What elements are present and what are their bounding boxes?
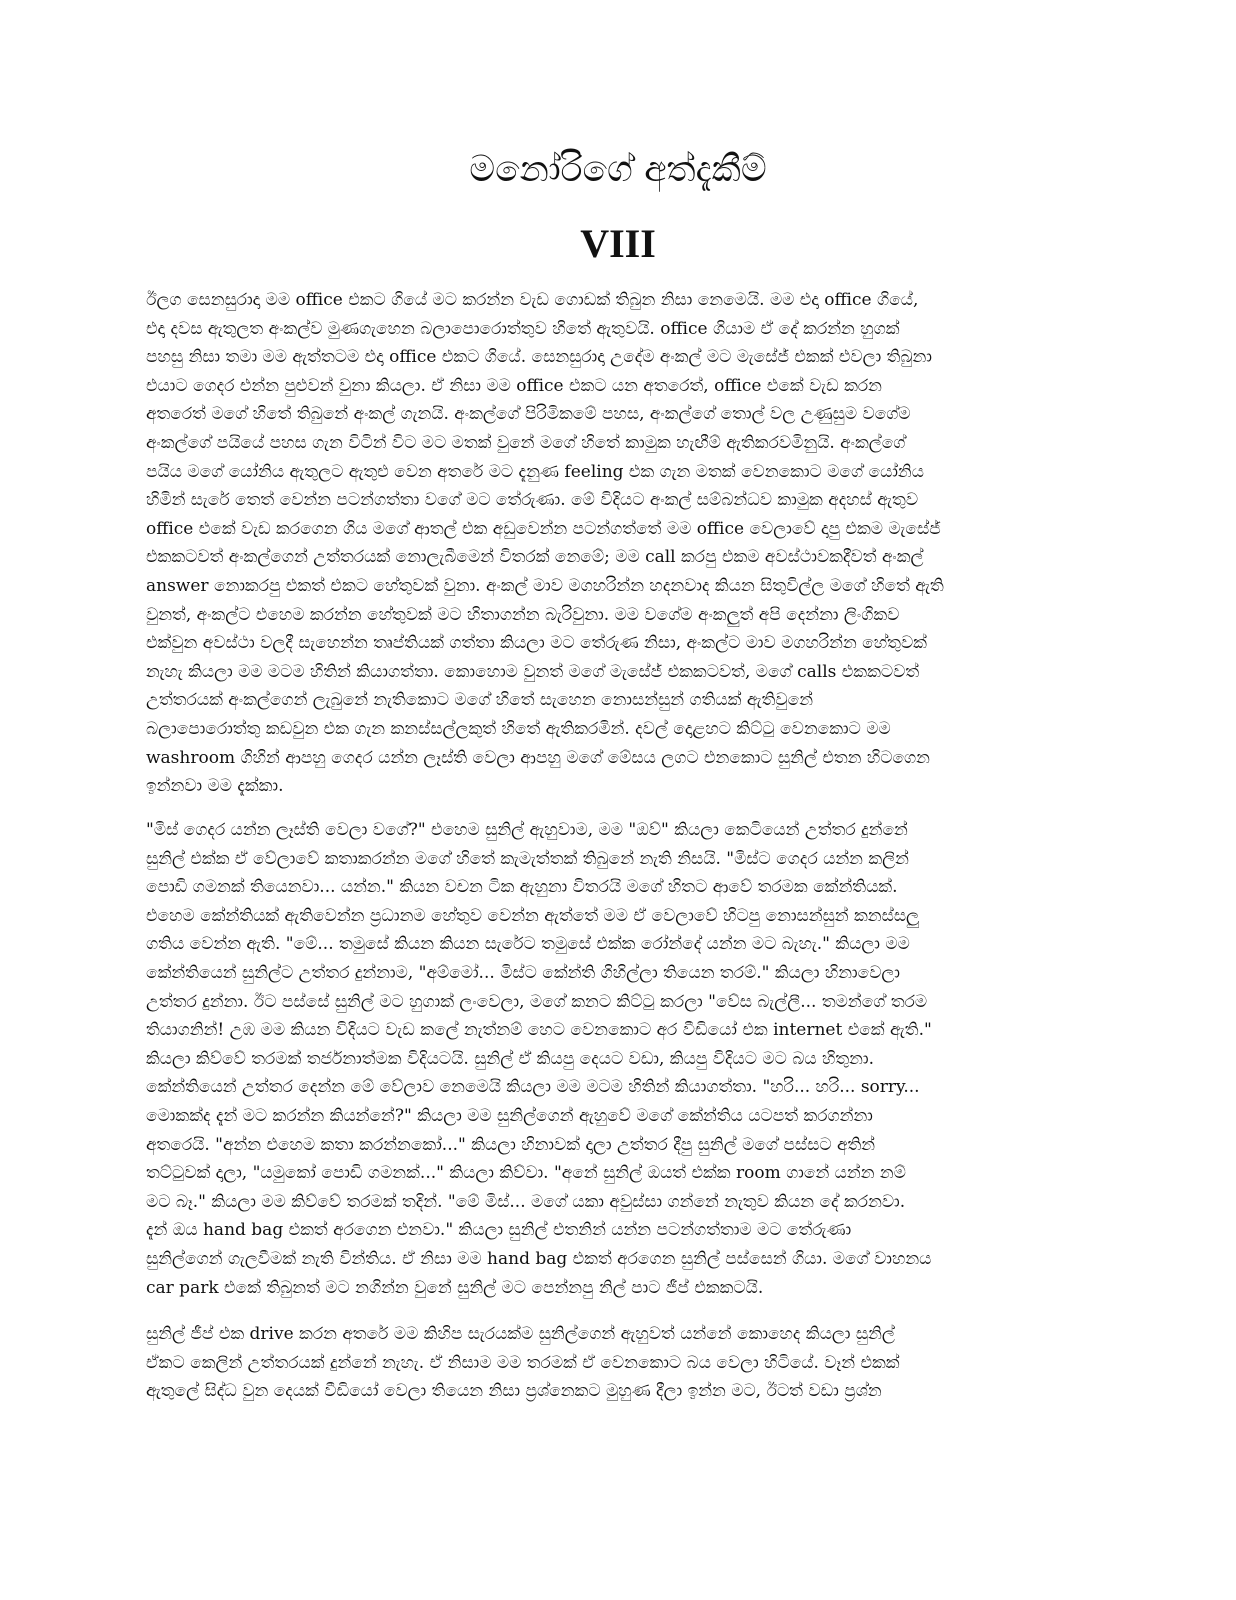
text-line: කියලා කිව්වේ තරමක් තර්ජනාත්මක විදියටයි. සුනිල් ඒ කියපු දෙයට වඩා, කියපු විදියට මට බය හිතුනා.	[146, 1048, 874, 1069]
text-line: හිමින් සැරේ තෙත් වෙන්න පටන්ගත්තා වගේ මට තේරුණා. මේ විදියට අංකල් සම්බන්ධව කාමුක අදහස් ඇතුව	[146, 490, 919, 511]
text-line: එකකටවත් අංකල්ගෙන් උත්තරයක් නොලැබීමෙන් විතරක් නෙමේ; මම call කරපු එකම අවස්ථාවකදීවත් අංකල්	[146, 547, 924, 568]
text-line: උත්තරයක් අංකල්ගෙන් ලැබුනේ නැතිකොට මගේ හිතේ සැහෙන නොසන්සුන් ගතියක් ඇතිවුනේ	[146, 690, 814, 711]
text-line: answer නොකරපු එකත් එකට හේතුවක් වුනා. අංකල් මාව මගහරින්න හදනවාද කියන සිතුවිල්ල මගේ හිතේ ඇති	[146, 575, 944, 596]
text-line: car park එකේ තිබුනත් මට නගින්න වුනේ සුනිල් මට පෙන්නපු නිල් පාට ජීප් එකකටයි.	[146, 1277, 764, 1298]
text-line: ඉන්නවා මම දැක්කා.	[146, 776, 284, 797]
text-line: අතරෙයි. "අන්න එහෙම කතා කරන්නකෝ..." කියලා හිනාවක් දාලා උත්තර දීපු සුනිල් මගේ පස්සට අතින්	[146, 1134, 876, 1155]
text-line: එයාට ගෙදර එන්න පුළුවන් වුනා කියලා. ඒ නිසා මම office එකට යන අතරෙත්, office එකේ වැඩ කරන	[146, 375, 882, 396]
text-line: තට්ටුවක් දාලා, "යමුකෝ පොඩි ගමනක්..." කියලා කිව්වා. "අනේ සුනිල් ඔයත් එක්ක room ගානේ යන්න නම්	[146, 1163, 906, 1184]
paragraph-3	[146, 1320, 1090, 1406]
text-line: ඊලග සෙනසුරාදා මම office එකට ගියේ මට කරන්න වැඩ ගොඩක් තිබුන නිසා නෙමෙයි. මම එදා office ගියේ,	[146, 290, 919, 310]
text-line: ඒකට කෙලින් උත්තරයක් දුන්නේ නැහැ. ඒ නිසාම මම තරමක් ඒ වෙනකොට බය වෙලා හිටියේ. වෑන් එකක්	[146, 1352, 900, 1373]
text-line: පයිය මගේ යෝනිය ඇතුලට ඇතුළු වෙන අතරේ මට දැනුණ feeling එක ගැන මතක් වෙනකොට මගේ යෝනිය	[146, 461, 924, 482]
chapter-number: VIII	[580, 221, 656, 266]
text-line: washroom ගිහින් ආපහු ගෙදර යන්න ලෑස්ති වෙලා ආපහු මගේ මේසය ලගට එනකොට සුනිල් එතන හිටගෙන	[146, 747, 930, 768]
text-line: සුනිල් ජීප් එක drive කරන අතරේ මම කිහිප සැරයක්ම සුනිල්ගෙන් ඇහුවත් යන්නේ කොහෙද කියලා සුනිල්	[146, 1324, 895, 1344]
text-line: වුනත්, අංකල්ට එහෙම කරන්න හේතුවක් මට හිතාගන්න බැරිවුනා. මම වගේම අංකලුත් අපි දෙන්නා ලිංගිකව	[146, 604, 900, 625]
text-line: බලාපොරොත්තු කඩවුන එක ගැන කනස්සල්ලකුත් හිතේ ඇතිකරමින්. දවල් දොළහට කිට්ටු වෙනකොට මම	[146, 718, 891, 739]
text-line: සුනිල්ගෙන් ගැලවීමක් නැති වින්තිය. ඒ නිසා මම hand bag එකත් අරගෙන සුනිල් පස්සෙන් ගියා. මගේ වාහනය	[146, 1248, 932, 1269]
text-line: එහෙම කේන්තියක් ඇතිවෙන්න ප්‍රධානම හේතුව වෙන්න ඇත්තේ මම ඒ වෙලාවේ හිටපු නොසන්සුන් කනස්සලු	[146, 905, 920, 926]
document-title: මනෝරිගේ අත්දැකීම්	[469, 149, 767, 190]
text-line: අතරෙත් මගේ හිතේ තිබුනේ අංකල් ගැනයි. අංකල්ගේ පිරිමිකමේ පහස, අංකල්ගේ තොල් වල උණුසුම වගේම	[146, 404, 911, 425]
text-line: උත්තර දුන්නා. ඊට පස්සේ සුනිල් මට හුගාක් ලංවෙලා, මගේ කනට කිට්ටු කරලා "වේස බැල්ලී... තමන්ගේ තරම	[146, 991, 928, 1012]
text-line: කේන්තියෙන් සුනිල්ට උත්තර දුන්නාම, "අම්මෝ... මිස්ට කේන්ති ගිහිල්ලා තියෙන තරම්." කියලා හිනාවෙලා	[146, 962, 900, 983]
paragraph-1	[146, 286, 1090, 801]
text-line: පහසු නිසා තමා මම ඇත්තටම එදා office එකට ගියේ. සෙනසුරාදා උදේම අංකල් මට මැසේජ් එකක් එවලා තිබුනා	[146, 347, 932, 368]
text-line: ගතිය වෙන්න ඇති. "මේ... තමුසේ කියන කියන සැරේට තමුසේ එක්ක රෝන්දේ යන්න මට බැහැ." කියලා මම	[146, 934, 910, 955]
text-line: පොඩි ගමනක් තියෙනවා... යන්න." කියන වචන ටික ඇහුනා විතරයි මගේ හිතට ආවේ තරමක කේන්තියක්.	[146, 877, 898, 898]
text-line: දැන් ඔය hand bag එකත් අරගෙන එනවා." කියලා සුනිල් එතනින් යන්න පටන්ගත්තාම මට තේරුණා	[146, 1220, 852, 1241]
text-line: කේන්තියෙන් උත්තර දෙන්න මේ වේලාව නෙමෙයි කියලා මම මටම හිතින් කියාගත්තා. "හරි... හරි... sorry...	[146, 1077, 920, 1098]
text-line: office එකේ වැඩ කරගෙන ගිය මගේ ආතල් එක අඩුවෙන්න පටන්ගත්තේ මම office වෙලාවේ දාපු එකම මැසේජ්	[146, 518, 941, 539]
text-line: එදා දවස ඇතුලත අංකල්ව මුණගැහෙන බලාපොරොත්තුව හිතේ ඇතුවයි. office ගියාම ඒ දේ කරන්න හුගක්	[146, 318, 900, 339]
paragraph-2	[146, 816, 1090, 1302]
text-line: සුනිල් එක්ක ඒ වේලාවේ කතාකරන්න මගේ හිතේ කැමැත්තක් තිබුනේ නැති නිසයි. "මිස්ට ගෙදර යන්න කලින්	[146, 848, 909, 869]
text-line: මොකක්ද දැන් මට කරන්න කියන්නේ?" කියලා මම සුනිල්ගෙන් ඇහුවේ මගේ කේන්තිය යටපත් කරගන්නා	[146, 1105, 873, 1126]
text-line: නැහැ කියලා මම මටම හිතින් කියාගත්තා. කොහොම වුනත් මගේ මැසේජ් එකකටවත්, මගේ calls එකකටවත්	[146, 661, 920, 682]
text-line: ඇතුලේ සිද්ධ වුන දෙයක් වීඩියෝ වෙලා තියෙන නිසා ප්‍රශ්නෙකට මුහුණ දීලා ඉන්න මට, ඊටත් වඩා ප්‍රශ්න	[146, 1381, 882, 1402]
text-line: "මිස් ගෙදර යන්න ලෑස්ති වෙලා වගේ?" එහෙම සුනිල් ඇහුවාම, මම "ඔව්" කියලා කෙටියෙන් උත්තර දුන්නේ	[146, 820, 908, 840]
text-line: මට බෑ." කියලා මම කිව්වේ තරමක් තදින්. "මේ මිස්... මගේ යකා අවුස්සා ගන්නේ නැතුව කියන දේ කරනවා.	[146, 1191, 906, 1212]
text-line: තියාගනින්! උඹ මම කියන විදියට වැඩ කලේ නැත්නම් හෙට වෙනකොට අර වීඩියෝ එක internet එකේ ඇති."	[146, 1020, 932, 1041]
text-line: අංකල්ගේ පයියේ පහස ගැන විටින් විට මට මතක් වුනේ මගේ හිතේ කාමුක හැඟීම් ඇතිකරවමිනුයි. අංකල්ගේ	[146, 432, 906, 453]
text-line: එක්වුන අවස්ථා වලදී සැහෙන්න තෘප්තියක් ගත්තා කියලා මට තේරුණ නිසා, අංකල්ට මාව මගහරින්න හේතුවක්	[146, 633, 927, 654]
